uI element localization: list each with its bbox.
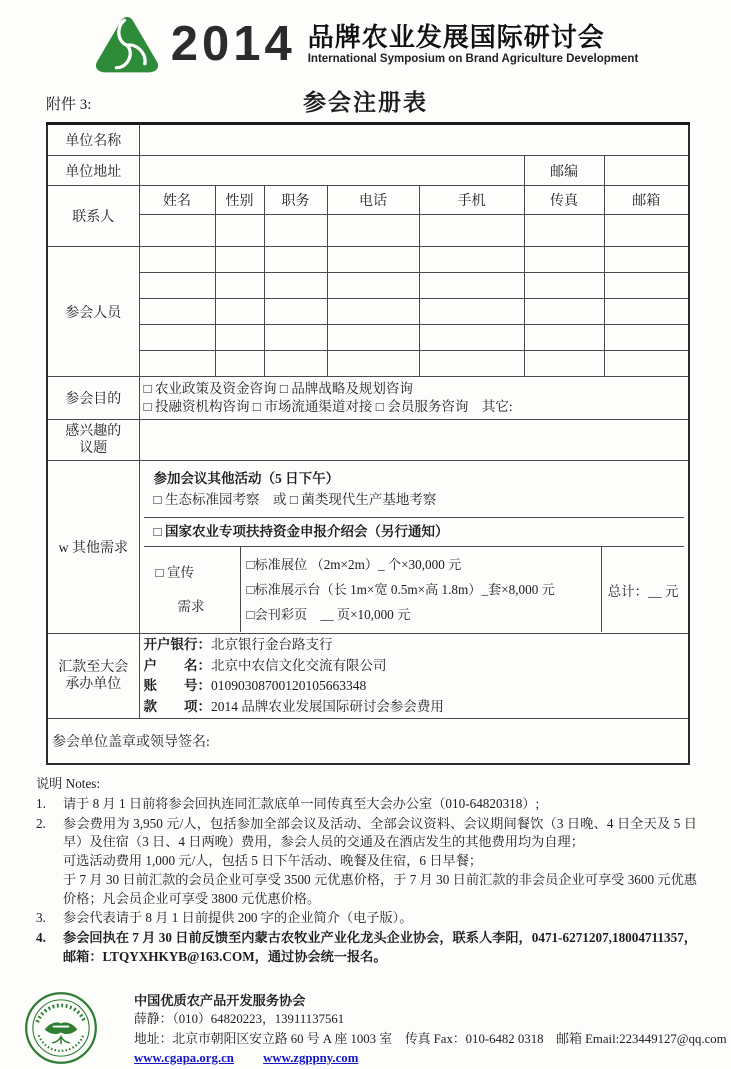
participant-input-cell [139,247,215,273]
participant-input-cell [604,247,689,273]
footer-links [134,1049,727,1068]
note-item-4: 4. 参会回执在 7 月 30 日前反馈至内蒙古农牧业产业化龙头企业协会，联系人李阳，0471-6271207,18004711357，邮箱：LTQYXHKYB@163.COM，通过协会统一报名。 [36,930,697,964]
footer-address-line: 地址：北京市朝阳区安立路 60 号 A 座 1003 室 传真 Fax：010-6482 0318 邮箱 Email:223449127@qq.com [134,1031,727,1046]
column-header-mobile: 手机 [419,186,524,215]
participant-input-cell [419,273,524,299]
footer-contact-line: 薛静：（010）64820223，13911137561 [134,1012,345,1027]
column-header-name: 姓名 [139,186,215,215]
publicity-options [241,547,603,632]
topics-label: 感兴趣的 议题 [47,420,139,461]
other-needs-label: w 其他需求 [47,461,139,634]
participants-label: 参会人员 [47,247,139,377]
participant-input-cell [327,299,419,325]
participant-input-cell [524,247,604,273]
account-number-row: 账 号：01090308700120105663348 [143,678,367,693]
other-needs-cell [139,461,689,634]
unit-address-input-cell [139,156,524,186]
note-item-3: 3. 参会代表请于 8 月 1 日前提供 200 字的企业简介（电子版）。 [36,910,413,926]
participant-input-cell [139,273,215,299]
participant-input-cell [139,351,215,377]
participant-input-cell [524,351,604,377]
column-header-position: 职务 [264,186,327,215]
contact-input-cell [327,215,419,247]
total-amount-cell: 总计：__ 元 [607,583,679,599]
postal-code-label: 邮编 [524,156,604,186]
participant-input-cell [604,273,689,299]
event-title-en: International Symposium on Brand Agriculture Development [307,53,639,66]
association-name: 中国优质农产品开发服务协会 [134,992,306,1008]
registration-table [46,122,690,765]
purpose-label: 参会目的 [47,377,139,420]
participant-input-cell [604,351,689,377]
publicity-block [144,547,685,632]
participant-input-cell [215,273,264,299]
event-header [0,0,731,76]
participant-input-cell [327,325,419,351]
contact-input-cell [139,215,215,247]
participant-input-cell [139,325,215,351]
contact-input-cell [264,215,327,247]
account-name-row: 户 名：北京中农信文化交流有限公司 [143,657,387,673]
column-header-gender: 性别 [215,186,264,215]
event-logo-icon [93,15,161,73]
participant-input-cell [327,351,419,377]
other-activities-checkbox-line: □ 生态标准园考察 或 □ 菌类现代生产基地考察 [153,492,437,507]
booth-checkbox-line: □标准展位 （2m×2m）_ 个×30,000 元 [246,557,462,572]
participant-input-cell [139,299,215,325]
participant-input-cell [264,351,327,377]
contact-input-cell [604,215,689,247]
participant-input-cell [524,299,604,325]
participant-input-cell [264,325,327,351]
participant-input-cell [215,299,264,325]
participant-input-cell [327,247,419,273]
participant-input-cell [419,325,524,351]
note-item-2: 2. 参会费用为 3,950 元/人，包括参加全部会议及活动、全部会议资料、会议期间餐饮（3 日晚、4 日全天及 5 日早）及住宿（3 日、4 日两晚）费用，参会人员的交通及在酒店发生的其他费用均为自理； 可选活动费用 1,000 元/人，包括 5 日下午活动、晚餐及住宿，6 日早餐； 于 7 月 30 日前汇款的会员企业可享受 3500 元优惠价格，于 7 月 30 日前汇款的非会员企业可享受 3600 元优惠价格；凡会员企业可享受 3800 元优惠价格。 [36,815,697,906]
participant-input-cell [604,325,689,351]
participant-input-cell [604,299,689,325]
event-titles [308,23,639,66]
contact-input-cell [215,215,264,247]
notes-title: 说明 Notes: [36,776,101,791]
topics-input-cell [139,420,689,461]
remittance-label: 汇款至大会 承办单位 [47,634,139,719]
form-title-row [0,84,731,120]
other-activities-block [144,462,685,518]
website-link-zgppny[interactable]: www.zgppny.com [263,1050,359,1065]
participant-input-cell [419,351,524,377]
website-link-cgapa[interactable]: www.cgapa.org.cn [134,1050,234,1065]
unit-name-input-cell [139,124,689,156]
bank-details-cell [139,634,689,719]
participant-input-cell [215,325,264,351]
participant-input-cell [215,247,264,273]
publicity-checkbox-label: □ 宣传 需求 [144,547,241,632]
participant-input-cell [524,325,604,351]
contact-input-cell [419,215,524,247]
note-item-1: 1. 请于 8 月 1 日前将参会回执连同汇款底单一同传真至大会办公室（010-64820318）; [36,796,540,811]
purpose-checkbox-line-1: □ 农业政策及资金咨询 □ 品牌战略及规划咨询 [143,381,413,396]
footer [24,991,731,1068]
notes-section [36,774,697,967]
journal-page-checkbox-line: □会刊彩页 __ 页×10,000 元 [246,607,411,622]
other-activities-title: 参加会议其他活动（5 日下午） [153,471,340,486]
participant-input-cell [215,351,264,377]
column-header-phone: 电话 [327,186,419,215]
bank-name-row: 开户银行：北京银行金台路支行 [143,637,333,652]
participant-input-cell [264,273,327,299]
purpose-checkbox-line-2: □ 投融资机构咨询 □ 市场流通渠道对接 □ 会员服务咨询 其它: [143,399,513,414]
column-header-fax: 传真 [524,186,604,215]
association-seal-icon [24,991,98,1065]
postal-code-input-cell [604,156,689,186]
attachment-label: 附件 3: [46,97,92,113]
contact-input-cell [524,215,604,247]
form-title: 参会注册表 [303,89,428,115]
signature-cell: 参会单位盖章或领导签名: [47,719,689,765]
unit-name-label: 单位名称 [47,124,139,156]
footer-text [134,991,727,1068]
display-stand-checkbox-line: □标准展示台（长 1m×宽 0.5m×高 1.8m）_套×8,000 元 [246,582,555,597]
participant-input-cell [264,247,327,273]
participant-input-cell [419,247,524,273]
participant-input-cell [419,299,524,325]
contact-label: 联系人 [47,186,139,247]
participant-input-cell [524,273,604,299]
unit-address-label: 单位地址 [47,156,139,186]
column-header-email: 邮箱 [604,186,689,215]
participant-input-cell [264,299,327,325]
event-title-cn: 品牌农业发展国际研讨会 [307,21,605,52]
participant-input-cell [327,273,419,299]
purpose-options-cell [139,377,689,420]
fund-briefing-checkbox-line: □ 国家农业专项扶持资金申报介绍会（另行通知） [144,518,685,547]
event-year: 2014 [170,16,296,71]
payment-item-row: 款 项：2014 品牌农业发展国际研讨会参会费用 [143,698,444,714]
